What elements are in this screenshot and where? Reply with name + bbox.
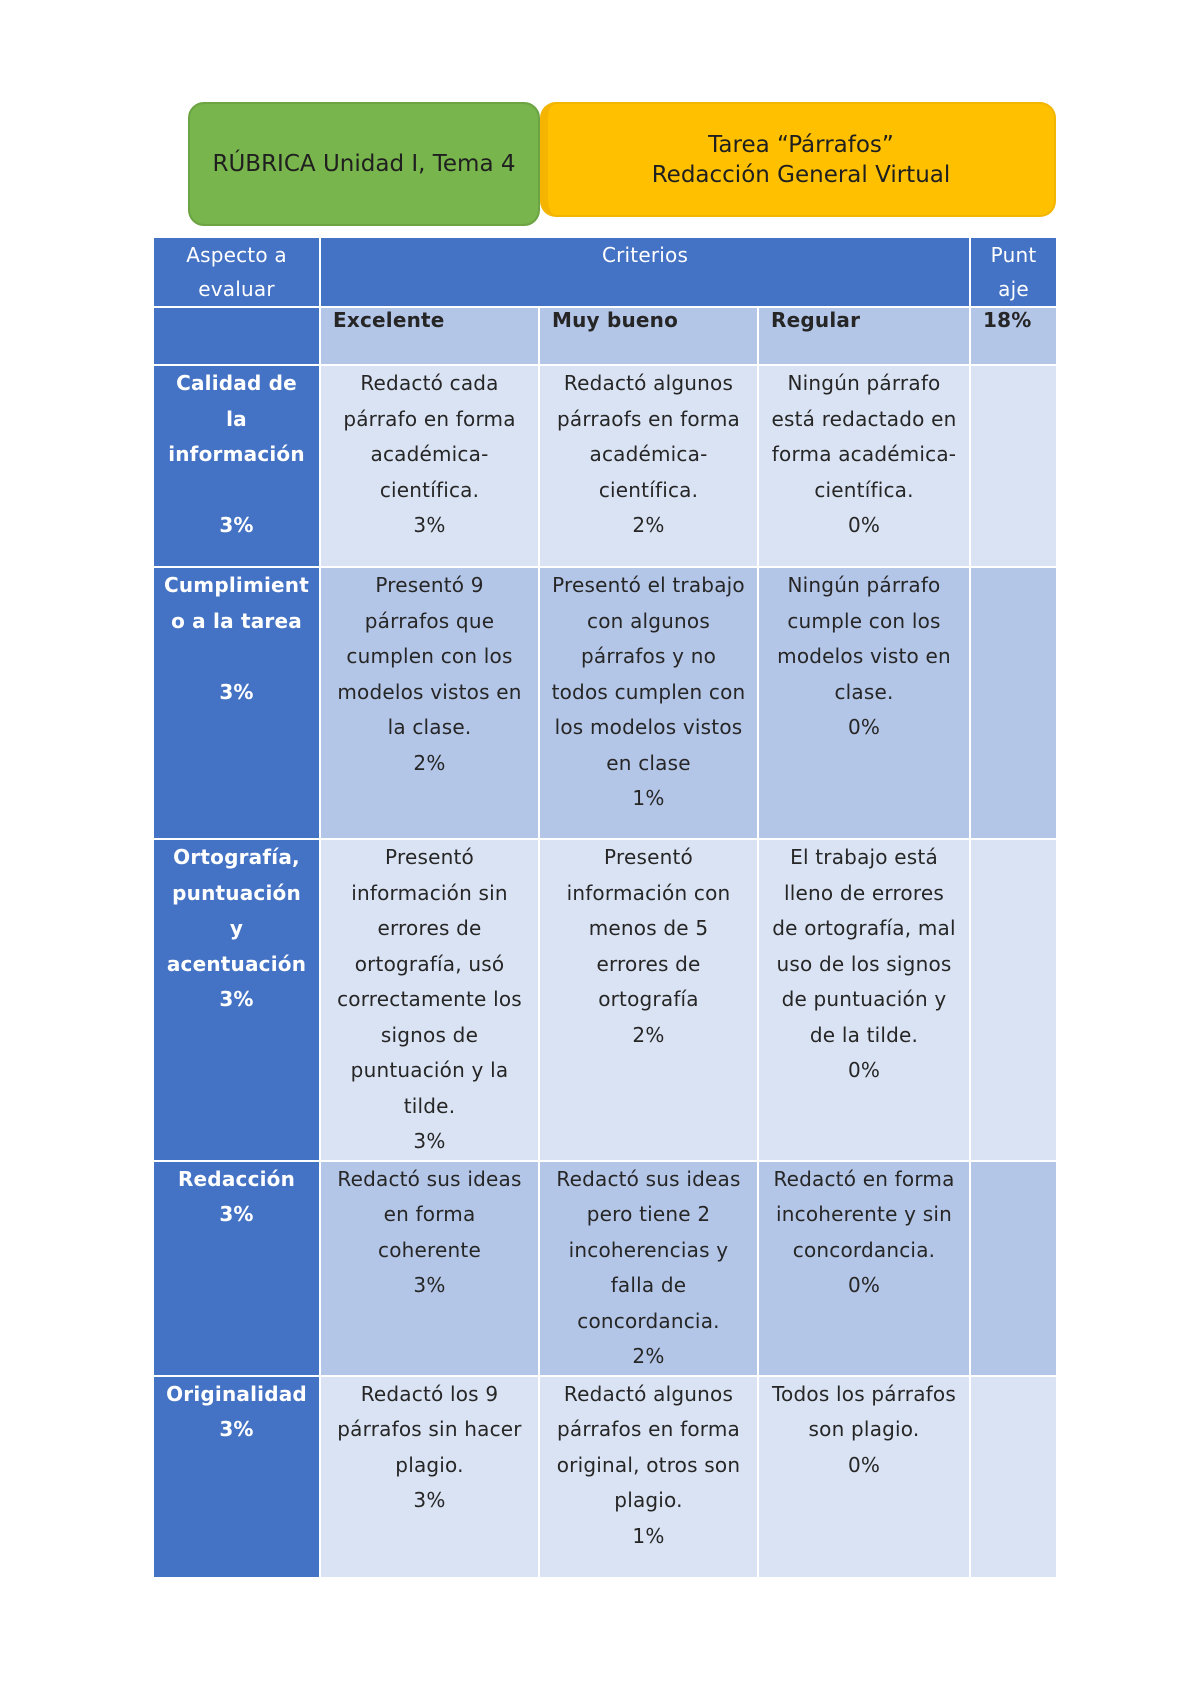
criterion-cell: Redactó algunos párrafos en forma original, otros son plagio. 1% [539,1376,758,1578]
criteria-header: Criterios [320,237,970,307]
aspect-cell: Originalidad 3% [153,1376,320,1578]
table-header-row [153,237,1057,307]
criterion-cell: Todos los párrafos son plagio. 0% [758,1376,970,1578]
task-title-line2: Redacción General Virtual [651,161,951,188]
table-row [153,1161,1057,1376]
aspect-cell: Calidad de la información 3% [153,365,320,567]
score-cell [970,1376,1057,1578]
criterion-cell: Ningún párrafo está redactado en forma académica- científica. 0% [758,365,970,567]
rubric-table [152,236,1058,1579]
criterion-cell: El trabajo está lleno de errores de ortografía, mal uso de los signos de puntuación y de la tilde. 0% [758,839,970,1161]
level-muy-bueno: Muy bueno [539,307,758,365]
score-header: Punt aje [970,237,1057,307]
criterion-cell: Ningún párrafo cumple con los modelos visto en clase. 0% [758,567,970,839]
score-cell [970,839,1057,1161]
aspect-cell: Redacción 3% [153,1161,320,1376]
criterion-cell: Presentó información con menos de 5 errores de ortografía 2% [539,839,758,1161]
table-subheader-row [153,307,1057,365]
task-title-line1: Tarea “Párrafos” [708,131,894,158]
aspect-cell: Cumplimient o a la tarea 3% [153,567,320,839]
task-title-box [540,102,1056,217]
criterion-cell: Presentó el trabajo con algunos párrafos y no todos cumplen con los modelos vistos en clase 1% [539,567,758,839]
score-cell [970,365,1057,567]
subheader-blank-cell [153,307,320,365]
table-row [153,365,1057,567]
rubric-title-box [188,102,540,226]
criterion-cell: Redactó cada párrafo en forma académica- científica. 3% [320,365,539,567]
total-score: 18% [970,307,1057,365]
table-row [153,839,1057,1161]
criterion-cell: Redactó los 9 párrafos sin hacer plagio. 3% [320,1376,539,1578]
rubric-title: RÚBRICA Unidad I, Tema 4 [212,151,516,177]
criterion-cell: Redactó sus ideas pero tiene 2 incoherencias y falla de concordancia. 2% [539,1161,758,1376]
table-row [153,567,1057,839]
criterion-cell: Presentó 9 párrafos que cumplen con los modelos vistos en la clase. 2% [320,567,539,839]
aspect-header: Aspecto a evaluar [153,237,320,307]
score-cell [970,567,1057,839]
criterion-cell: Redactó sus ideas en forma coherente 3% [320,1161,539,1376]
score-cell [970,1161,1057,1376]
criterion-cell: Presentó información sin errores de ortografía, usó correctamente los signos de puntuación y la tilde. 3% [320,839,539,1161]
criterion-cell: Redactó en forma incoherente y sin concordancia. 0% [758,1161,970,1376]
level-regular: Regular [758,307,970,365]
table-row [153,1376,1057,1578]
aspect-cell: Ortografía, puntuación y acentuación 3% [153,839,320,1161]
criterion-cell: Redactó algunos párraofs en forma académica- científica. 2% [539,365,758,567]
level-excelente: Excelente [320,307,539,365]
